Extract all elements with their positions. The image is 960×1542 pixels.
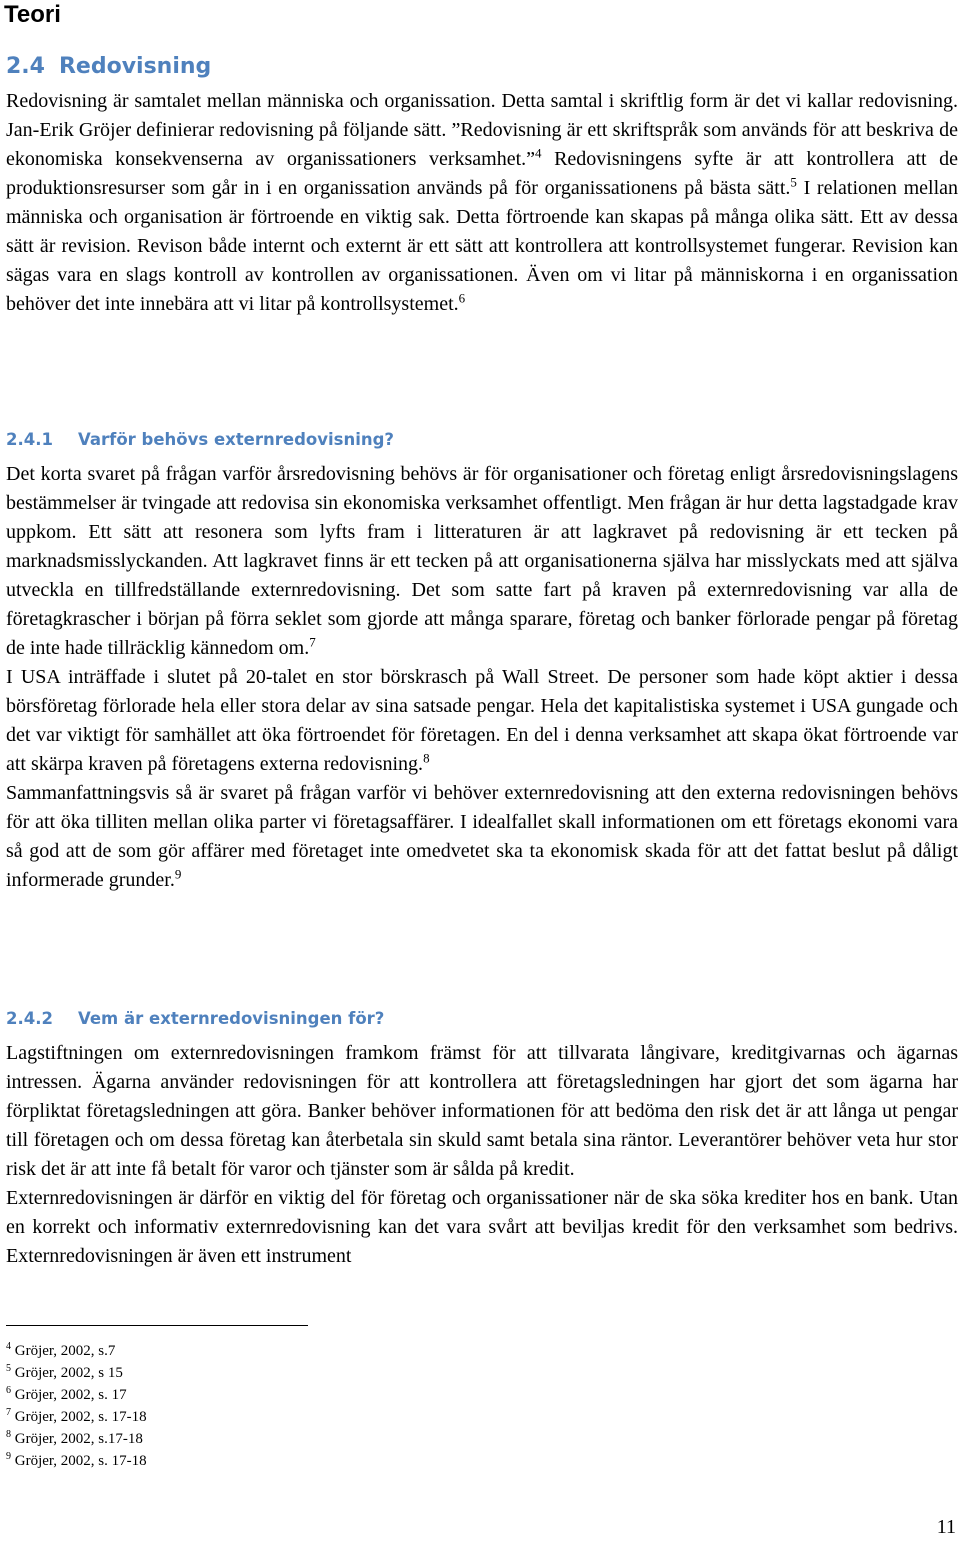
footnote-ref: 8: [423, 750, 430, 766]
running-header: Teori: [4, 1, 61, 28]
paragraph-text: I relationen mellan människa och organisation är förtroende en viktig sak. Detta förtroende kan skapas på många olika sätt. Ett av dessa sätt är revision. Revison både internt och externt är ett sätt att kontrollera att kontrollsystemet fungerar. Revision kan sägas vara en slags kontroll av kontrollen av organissationen. Även om vi litar på människorna i en organissation behöver det inte innebära att vi litar på kontrollsystemet.: [6, 177, 958, 315]
footnote-number: 8: [6, 1429, 11, 1440]
footnote: [6, 1450, 147, 1472]
section-body: [6, 87, 958, 319]
page-number: 11: [936, 1516, 956, 1538]
section-title: Redovisning: [58, 54, 212, 79]
footnote: [6, 1362, 147, 1384]
footnote-text: Gröjer, 2002, s.7: [14, 1343, 116, 1359]
footnote-number: 6: [6, 1385, 11, 1396]
paragraph-text: Redovisning är samtalet mellan människa och organissation. Detta samtal i skriftlig form är det vi kallar redovisning. Jan-Erik Gröjer definierar redovisning på följande sätt. ”Redovisning är ett skriftspråk som används för att beskriva de ekonomiska konsekvenserna av organissationers verksamhet.”: [6, 90, 958, 170]
footnote-text: Gröjer, 2002, s.17-18: [14, 1431, 143, 1447]
subsection-title: Varför behövs externredovisning?: [78, 430, 394, 449]
footnote-ref: 9: [174, 866, 182, 882]
section-heading: [6, 52, 211, 82]
footnote-number: 7: [6, 1407, 11, 1418]
footnote-ref: 6: [458, 290, 466, 306]
paragraph: [6, 779, 958, 895]
footnote-number: 5: [6, 1363, 11, 1374]
footnote-text: Gröjer, 2002, s. 17-18: [14, 1409, 147, 1425]
subsection-heading: [6, 1007, 384, 1031]
footnote-text: Gröjer, 2002, s 15: [14, 1365, 123, 1381]
footnote: [6, 1340, 147, 1362]
footnote: [6, 1384, 147, 1406]
paragraph-text: Redovisningens syfte är att kontrollera att de produktionsresurser som går in i en organissation används på för organissationens på bästa sätt.: [6, 148, 959, 199]
subsection-title: Vem är externredovisningen för?: [78, 1009, 385, 1028]
paragraph: [6, 87, 958, 319]
footnotes: [6, 1340, 147, 1472]
paragraph-text: I USA inträffade i slutet på 20-talet en stor börskrasch på Wall Street. De personer som hade köpt aktier i dessa börsföretag förlorade hela eller stora delar av sina satsade pengar. Hela det kapitalistiska systemet i USA gungade och det var viktigt för samhället att öka förtroendet för företagen. En del i denna verksamhet att skapa ökat förtroende var att skärpa kraven på företagens externa redovisning.: [6, 666, 958, 775]
section-number: 2.4: [6, 54, 45, 79]
paragraph-text: Det korta svaret på frågan varför årsredovisning behövs är för organisationer och företag enligt årsredovisningslagens bestämmelser är tvingade att redovisa sin ekonomiska verksamhet offentligt. Men frågan är hur detta lagstadgade krav uppkom. Ett sätt att resonera som lyfts fram i litteraturen är att lagkravet på redovisning är ett tecken på marknadsmisslyckanden. Att lagkravet finns är ett tecken på att organisationerna själva har misslyckats med att själva utveckla en tillfredställande externredovisning. Det som satte fart på kraven på externredovisning var alla de företagkrascher i början på förra seklet som gjorde att många sparare, företag och banker förlorade pengar på företag de inte hade tillräcklig kännedom om.: [6, 463, 958, 659]
paragraph-text: Sammanfattningsvis så är svaret på frågan varför vi behöver externredovisning att den externa redovisningen behövs för att öka tilliten mellan olika parter vi företagsaffärer. I idealfallet skall informationen om ett företags ekonomi vara så god att de som gör affärer med företaget inte omedvetet ska ta ekonomisk skada för att det fattat beslut på dåligt informerade grunder.: [6, 782, 958, 891]
subsection-body: [6, 460, 958, 895]
subsection-number: 2.4.1: [6, 430, 53, 449]
paragraph: [6, 663, 958, 779]
footnote-ref: 7: [309, 634, 316, 650]
footnote-number: 9: [6, 1451, 11, 1462]
footnote-ref: 5: [790, 174, 797, 190]
subsection-body: [6, 1039, 958, 1271]
subsection-number: 2.4.2: [6, 1009, 53, 1028]
footnote-ref: 4: [535, 145, 542, 161]
footnote-text: Gröjer, 2002, s. 17-18: [14, 1453, 147, 1469]
footnote-number: 4: [6, 1341, 11, 1352]
paragraph: [6, 460, 958, 663]
paragraph: Externredovisningen är därför en viktig del för företag och organissationer när de ska söka krediter hos en bank. Utan en korrekt och informativ externredovisning kan det vara svårt att beviljas kredit för den verksamhet som bedrivs. Externredovisningen är även ett instrument: [6, 1187, 958, 1267]
subsection-heading: [6, 428, 394, 452]
footnote-text: Gröjer, 2002, s. 17: [14, 1387, 127, 1403]
footnote: [6, 1428, 147, 1450]
footnote: [6, 1406, 147, 1428]
paragraph: Lagstiftningen om externredovisningen framkom främst för att tillvarata långivare, kreditgivarnas och ägarnas intressen. Ägarna använder redovisningen för att kontrollera att företagsledningen har gjort det som ägarna har förpliktat företagsledningen att göra. Banker behöver informationen för att bedöma den risk det är att långa ut pengar till företagen och om dessa företag kan återbetala sin skuld samt betala sina räntor. Leverantörer behöver veta hur stor risk det är att inte få betalt för varor och tjänster som är sålda på kredit.: [6, 1042, 958, 1180]
footnote-separator: [6, 1325, 308, 1326]
